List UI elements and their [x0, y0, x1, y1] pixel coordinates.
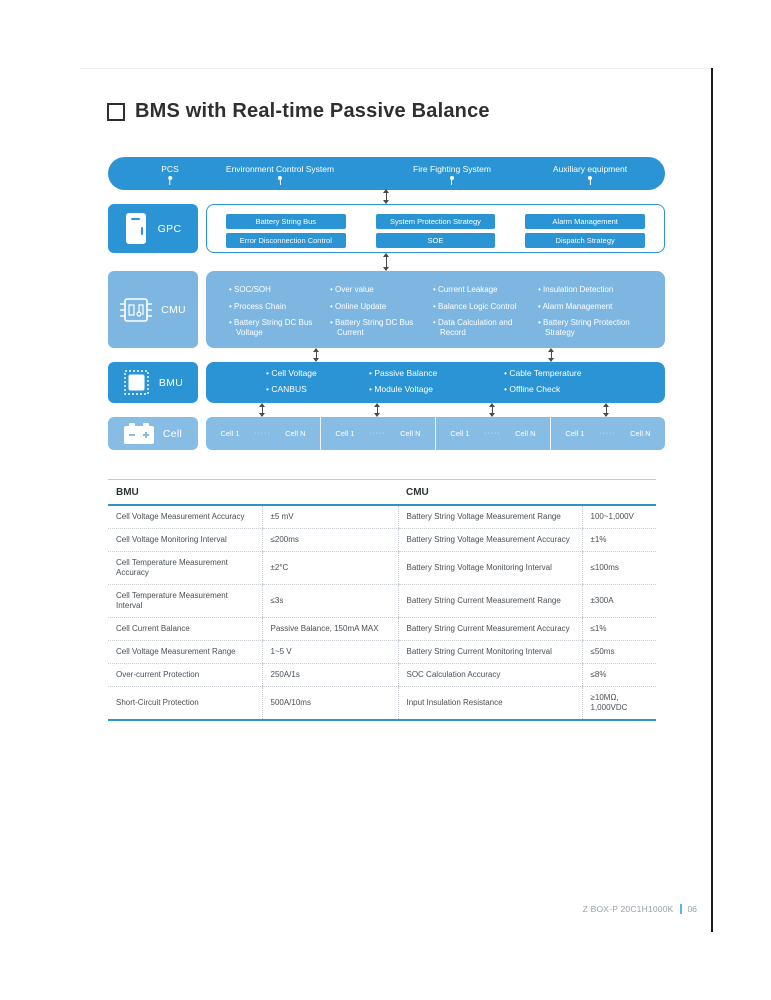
cmu-column	[538, 285, 655, 348]
cmu-column	[433, 285, 538, 348]
cmu-feature: • Process Chain	[229, 302, 324, 312]
double-arrow-icon	[383, 253, 390, 271]
cmu-value: ≤50ms	[582, 641, 656, 664]
cmu-param: Battery String Current Monitoring Interval	[398, 641, 582, 664]
node-auxiliary-equipment	[553, 157, 627, 190]
module-icon	[123, 369, 150, 396]
section-title	[107, 100, 490, 123]
gpc-function-pill: Error Disconnection Control	[226, 233, 346, 248]
ellipsis: ·····	[254, 430, 271, 437]
table-row	[108, 505, 656, 529]
double-arrow-icon	[259, 403, 266, 417]
cmu-feature: • Online Update	[330, 302, 427, 312]
bmu-param: Cell Voltage Measurement Range	[108, 641, 262, 664]
node-label: Fire Fighting System	[413, 164, 491, 174]
bmu-column	[369, 369, 443, 400]
cell-last-label: Cell N	[285, 429, 306, 438]
gpc-function-pill: Dispatch Strategy	[525, 233, 645, 248]
gpc-function-pill: Battery String Bus	[226, 214, 346, 229]
gpc-function-pill: Alarm Management	[525, 214, 645, 229]
table-row	[108, 618, 656, 641]
cmu-feature: • Balance Logic Control	[433, 302, 532, 312]
cmu-param: Battery String Voltage Monitoring Interval	[398, 552, 582, 585]
page-number: 06	[687, 904, 697, 914]
cmu-param: Battery String Voltage Measurement Range	[398, 505, 582, 529]
gpc-block	[108, 204, 198, 253]
cell-string-segment	[550, 417, 665, 450]
table-row	[108, 687, 656, 721]
bmu-functions-panel	[206, 362, 665, 403]
ellipsis: ·····	[484, 430, 501, 437]
double-arrow-icon	[313, 348, 320, 362]
bmu-value: Passive Balance, 150mA MAX	[262, 618, 398, 641]
cmu-feature: • Over value	[330, 285, 427, 295]
pin-line	[280, 180, 281, 185]
page-title: BMS with Real-time Passive Balance	[135, 100, 490, 122]
pin-line	[590, 180, 591, 185]
cmu-value: ±1%	[582, 529, 656, 552]
cabinet-icon	[125, 212, 149, 245]
cell-first-label: Cell 1	[335, 429, 355, 438]
double-arrow-icon	[383, 189, 390, 204]
page-footer	[583, 904, 697, 914]
cell-last-label: Cell N	[400, 429, 421, 438]
bmu-column	[504, 369, 587, 400]
bmu-value: ±2°C	[262, 552, 398, 585]
cmu-param: SOC Calculation Accuracy	[398, 664, 582, 687]
cmu-block	[108, 271, 198, 348]
cmu-value: ≤100ms	[582, 552, 656, 585]
table-row	[108, 552, 656, 585]
node-pcs	[161, 157, 178, 190]
node-environment-control	[226, 157, 334, 190]
external-systems-bar	[108, 157, 665, 190]
cmu-feature: • Battery String DC Bus Current	[330, 318, 427, 337]
table-row	[108, 529, 656, 552]
cmu-value: ≤1%	[582, 618, 656, 641]
pin-line	[169, 180, 170, 185]
bmu-param: Cell Temperature Measurement Accuracy	[108, 552, 262, 585]
ellipsis: ·····	[369, 430, 386, 437]
chip-icon	[120, 297, 152, 323]
cmu-feature: • Current Leakage	[433, 285, 532, 295]
gpc-function-pill: SOE	[376, 233, 496, 248]
title-checkbox-icon	[107, 103, 125, 121]
table-row	[108, 585, 656, 618]
cmu-param: Battery String Voltage Measurement Accuracy	[398, 529, 582, 552]
cmu-header: CMU	[398, 480, 656, 506]
cmu-feature: • Battery String Protection Strategy	[538, 318, 649, 337]
cmu-value: ≥10MΩ, 1,000VDC	[582, 687, 656, 721]
gpc-label: GPC	[157, 222, 182, 235]
cmu-column	[330, 285, 433, 348]
cell-block	[108, 417, 198, 450]
bmu-feature: • CANBUS	[266, 385, 317, 395]
cell-string-segment	[435, 417, 550, 450]
bmu-header: BMU	[108, 480, 398, 506]
bmu-feature: • Cable Temperature	[504, 369, 581, 379]
bmu-param: Over-current Protection	[108, 664, 262, 687]
cmu-param: Battery String Current Measurement Accuracy	[398, 618, 582, 641]
bmu-param: Short-Circuit Protection	[108, 687, 262, 721]
doc-code: Z BOX-P 20C1H1000K	[582, 904, 674, 914]
footer-divider	[680, 904, 682, 914]
cmu-column	[229, 285, 330, 348]
cmu-param: Input Insulation Resistance	[398, 687, 582, 721]
cmu-feature: • Battery String DC Bus Voltage	[229, 318, 324, 337]
table-row	[108, 664, 656, 687]
cell-string-segment	[320, 417, 435, 450]
bmu-param: Cell Current Balance	[108, 618, 262, 641]
cell-first-label: Cell 1	[220, 429, 240, 438]
cell-last-label: Cell N	[515, 429, 536, 438]
page-top-rule	[80, 68, 712, 69]
double-arrow-icon	[374, 403, 381, 417]
cell-last-label: Cell N	[630, 429, 651, 438]
cmu-value: ≤8%	[582, 664, 656, 687]
bmu-feature: • Cell Voltage	[266, 369, 317, 379]
double-arrow-icon	[603, 403, 610, 417]
bmu-column	[266, 369, 323, 400]
spec-table-header-row	[108, 480, 656, 506]
bmu-value: 1~5 V	[262, 641, 398, 664]
node-label: PCS	[161, 164, 179, 174]
cmu-value: ±300A	[582, 585, 656, 618]
bmu-feature: • Passive Balance	[369, 369, 437, 379]
bmu-param: Cell Voltage Monitoring Interval	[108, 529, 262, 552]
node-label: Environment Control System	[225, 164, 335, 174]
bmu-value: 250A/1s	[262, 664, 398, 687]
bmu-param: Cell Voltage Measurement Accuracy	[108, 505, 262, 529]
cell-strings-panel	[206, 417, 665, 450]
cmu-value: 100~1,000V	[582, 505, 656, 529]
bmu-value: ≤200ms	[262, 529, 398, 552]
bmu-block	[108, 362, 198, 403]
table-row	[108, 641, 656, 664]
pin-line	[451, 180, 452, 185]
cell-first-label: Cell 1	[450, 429, 470, 438]
cmu-feature: • Data Calculation and Record	[433, 318, 532, 337]
node-label: Auxiliary equipment	[552, 164, 628, 174]
cmu-feature: • SOC/SOH	[229, 285, 324, 295]
spec-table	[108, 479, 656, 721]
cmu-feature: • Insulation Detection	[538, 285, 649, 295]
ellipsis: ·····	[599, 430, 616, 437]
double-arrow-icon	[489, 403, 496, 417]
battery-icon	[124, 423, 154, 444]
page-edge-line	[711, 68, 713, 932]
bmu-param: Cell Temperature Measurement Interval	[108, 585, 262, 618]
cmu-feature: • Alarm Management	[538, 302, 649, 312]
cmu-label: CMU	[161, 303, 186, 316]
bmu-value: 500A/10ms	[262, 687, 398, 721]
bmu-value: ±5 mV	[262, 505, 398, 529]
bmu-value: ≤3s	[262, 585, 398, 618]
cell-string-segment	[206, 417, 320, 450]
double-arrow-icon	[548, 348, 555, 362]
gpc-functions-panel	[206, 204, 665, 253]
bmu-label: BMU	[158, 376, 184, 389]
gpc-function-pill: System Protection Strategy	[376, 214, 496, 229]
node-fire-fighting	[413, 157, 491, 190]
cmu-param: Battery String Current Measurement Range	[398, 585, 582, 618]
cell-first-label: Cell 1	[565, 429, 585, 438]
bmu-feature: • Offline Check	[504, 385, 581, 395]
cmu-functions-panel	[206, 271, 665, 348]
bmu-feature: • Module Voltage	[369, 385, 437, 395]
cell-label: Cell	[162, 427, 183, 440]
